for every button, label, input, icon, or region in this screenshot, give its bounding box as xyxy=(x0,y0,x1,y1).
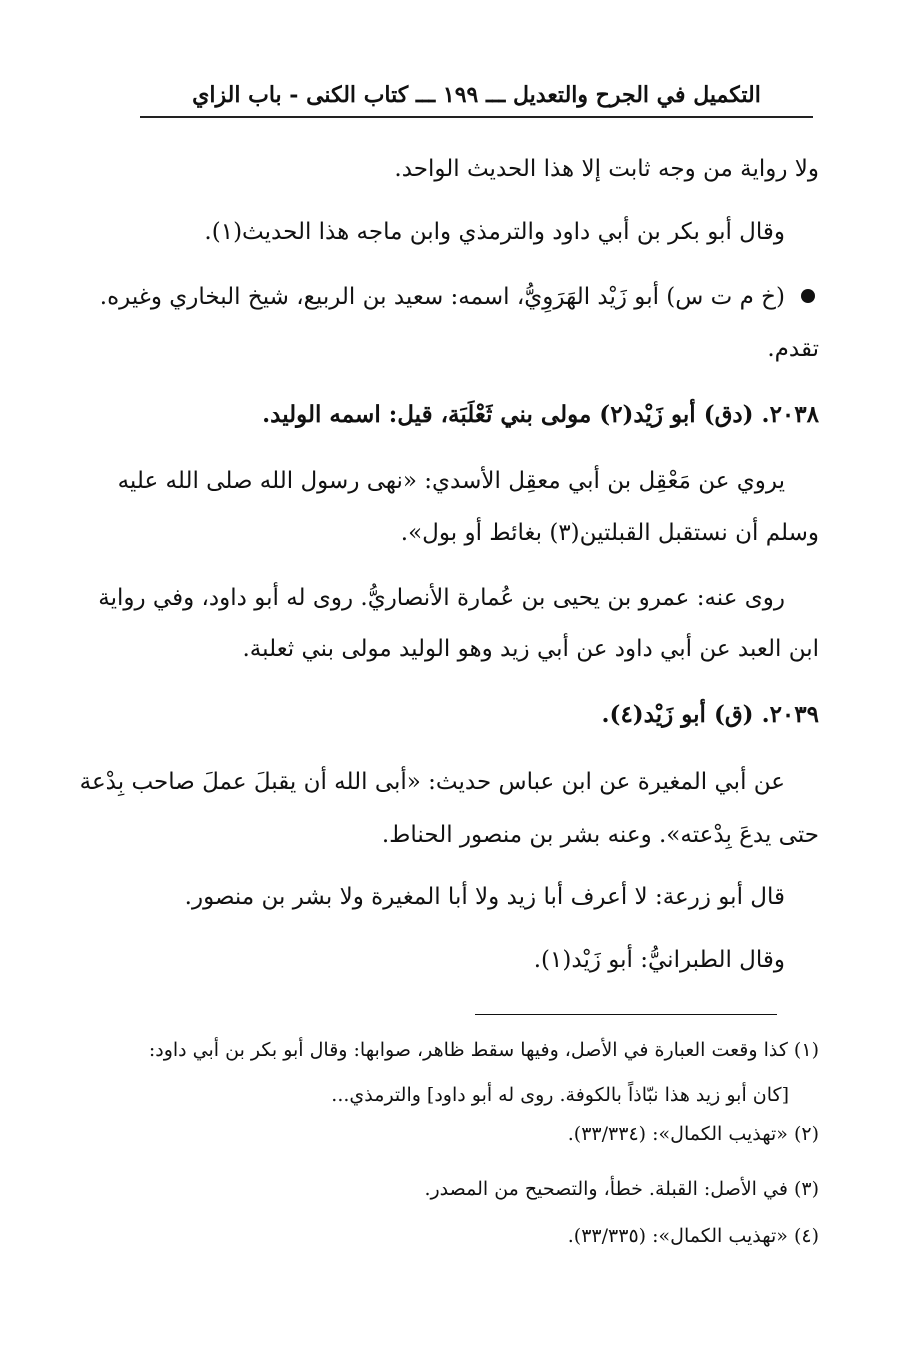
entry-heading-2038: ٢٠٣٨. (دق) أبو زَيْد(٢) مولى بني ثَعْلَبَة، قيل: اسمه الوليد. xyxy=(262,401,819,428)
footnote-1-cont: [كان أبو زيد هذا نبّاذاً بالكوفة. روى له أبو داود] والترمذي... xyxy=(331,1084,789,1106)
text-line: وقال الطبرانيُّ: أبو زَيْد(١). xyxy=(533,947,785,973)
footnote-4: (٤) «تهذيب الكمال»: (٣٣/٣٣٥). xyxy=(567,1225,819,1247)
text-line: عن أبي المغيرة عن ابن عباس حديث: «أبى الله أن يقبلَ عملَ صاحب بِدْعة xyxy=(79,769,785,795)
footnote-1: (١) كذا وقعت العبارة في الأصل، وفيها سقط ظاهر، صوابها: وقال أبو بكر بن أبي داود: xyxy=(148,1039,819,1061)
entry-bullet xyxy=(801,289,815,303)
text-line: روى عنه: عمرو بن يحيى بن عُمارة الأنصاريُّ. روى له أبو داود، وفي رواية xyxy=(98,585,785,611)
entry-heading-2039: ٢٠٣٩. (ق) أبو زَيْد(٤). xyxy=(601,701,819,728)
footnote-2: (٢) «تهذيب الكمال»: (٣٣/٣٣٤). xyxy=(567,1123,819,1145)
text-line: حتى يدعَ بِدْعته». وعنه بشر بن منصور الحناط. xyxy=(381,822,819,848)
text-line: قال أبو زرعة: لا أعرف أبا زيد ولا أبا المغيرة ولا بشر بن منصور. xyxy=(184,884,785,910)
running-header: التكميل في الجرح والتعديل ـــ ١٩٩ ـــ كتاب الكنى - باب الزاي xyxy=(140,82,813,118)
entry-heading: (خ م ت س) أبو زَيْد الهَرَوِيُّ، اسمه: سعيد بن الربيع، شيخ البخاري وغيره. xyxy=(99,284,785,310)
footnote-3: (٣) في الأصل: القبلة. خطأ، والتصحيح من المصدر. xyxy=(424,1178,819,1200)
text-line: ابن العبد عن أبي داود عن أبي زيد وهو الوليد مولى بني ثعلبة. xyxy=(242,636,819,662)
text-line: وقال أبو بكر بن أبي داود والترمذي وابن ماجه هذا الحديث(١). xyxy=(204,219,785,245)
text-line: وسلم أن نستقبل القبلتين(٣) بغائط أو بول». xyxy=(400,520,819,546)
text-line: تقدم. xyxy=(767,336,819,362)
text-line: ولا رواية من وجه ثابت إلا هذا الحديث الواحد. xyxy=(394,156,819,182)
text-line: يروي عن مَعْقِل بن أبي معقِل الأسدي: «نهى رسول الله صلى الله عليه xyxy=(117,468,785,494)
footnote-divider xyxy=(475,1014,777,1015)
